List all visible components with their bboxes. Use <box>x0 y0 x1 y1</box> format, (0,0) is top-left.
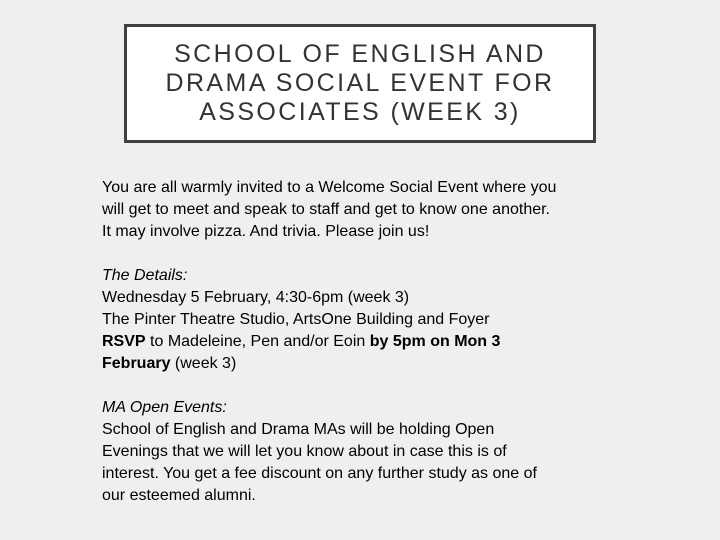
intro-line: You are all warmly invited to a Welcome Social Event where you <box>102 179 557 196</box>
intro-line: It may involve pizza. And trivia. Please join us! <box>102 223 430 240</box>
rsvp-label: RSVP <box>102 333 146 350</box>
intro-line: will get to meet and speak to staff and get to know one another. <box>102 201 550 218</box>
ma-events-heading: MA Open Events: <box>102 399 227 416</box>
rsvp-line <box>102 331 622 353</box>
ma-events-line: our esteemed alumni. <box>102 487 256 504</box>
event-date: Wednesday 5 February, 4:30-6pm (week 3) <box>102 289 410 306</box>
rsvp-week: (week 3) <box>170 355 237 372</box>
title-box <box>124 24 596 143</box>
ma-events-line: Evenings that we will let you know about in case this is of <box>102 443 507 460</box>
intro-paragraph <box>102 177 622 243</box>
event-venue: The Pinter Theatre Studio, ArtsOne Building and Foyer <box>102 311 490 328</box>
slide-title: SCHOOL OF ENGLISH AND DRAMA SOCIAL EVENT FOR ASSOCIATES (WEEK 3) <box>165 40 555 126</box>
details-section <box>102 265 622 375</box>
ma-events-line: interest. You get a fee discount on any further study as one of <box>102 465 537 482</box>
ma-events-section <box>102 397 622 507</box>
slide-body <box>102 177 622 507</box>
details-heading: The Details: <box>102 267 188 284</box>
rsvp-deadline: by 5pm on Mon 3 <box>369 333 501 350</box>
rsvp-line-continued <box>102 353 622 375</box>
rsvp-contacts: to Madeleine, Pen and/or Eoin <box>145 333 370 350</box>
spacer <box>102 243 622 265</box>
rsvp-deadline-month: February <box>102 355 171 372</box>
ma-events-line: School of English and Drama MAs will be holding Open <box>102 421 495 438</box>
spacer <box>102 375 622 397</box>
